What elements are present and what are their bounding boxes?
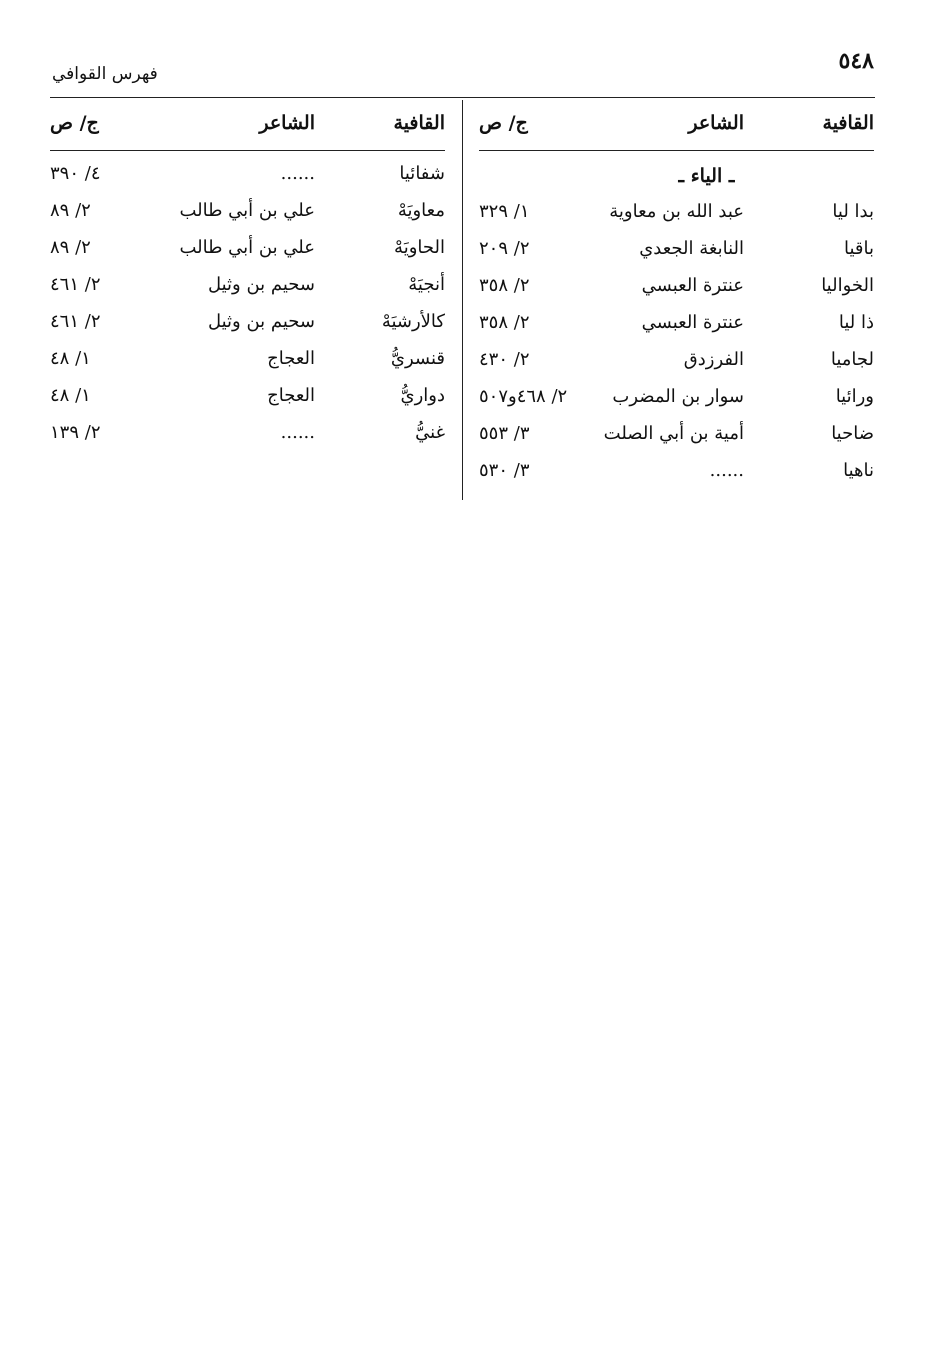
poet-cell: عبد الله بن معاوية bbox=[609, 201, 744, 222]
rhyme-cell: معاويَهْ bbox=[397, 200, 445, 221]
poet-cell: عنترة العبسي bbox=[641, 275, 744, 296]
index-row bbox=[479, 345, 874, 382]
index-row bbox=[479, 308, 874, 345]
right-column bbox=[479, 112, 874, 493]
page-number: ٥٤٨ bbox=[838, 48, 874, 74]
left-column bbox=[50, 112, 445, 455]
rhyme-cell: شفائيا bbox=[399, 163, 445, 184]
index-row bbox=[479, 419, 874, 456]
ref-cell: ٢/ ٨٩ bbox=[50, 200, 91, 221]
rhyme-cell: ذا ليا bbox=[838, 312, 874, 333]
ref-cell: ٢/ ٣٥٨ bbox=[479, 312, 530, 333]
column-header bbox=[479, 112, 874, 150]
ref-cell: ٤/ ٣٩٠ bbox=[50, 163, 101, 184]
index-row bbox=[50, 307, 445, 344]
left-rows bbox=[50, 159, 445, 455]
index-row bbox=[50, 233, 445, 270]
column-header-rule bbox=[479, 150, 874, 151]
running-title: فهرس القوافي bbox=[52, 64, 158, 84]
poet-cell: عنترة العبسي bbox=[641, 312, 744, 333]
index-row bbox=[50, 270, 445, 307]
index-row bbox=[479, 271, 874, 308]
column-header-rule bbox=[50, 150, 445, 151]
rhyme-cell: ناهيا bbox=[843, 460, 874, 481]
rhyme-header: القافية bbox=[393, 112, 445, 134]
poet-header: الشاعر bbox=[259, 112, 315, 134]
right-rows bbox=[479, 197, 874, 493]
poet-cell: سحيم بن وثيل bbox=[207, 311, 315, 332]
ref-cell: ٢/ ٤٦١ bbox=[50, 311, 101, 332]
poet-cell: العجاج bbox=[267, 348, 315, 369]
rhyme-cell: قنسريُّ bbox=[390, 348, 445, 369]
ref-cell: ٣/ ٥٣٠ bbox=[479, 460, 530, 481]
ref-cell: ٢/ ٤٦٨و٥٠٧ bbox=[479, 386, 568, 407]
rhyme-cell: غنيُّ bbox=[415, 422, 445, 443]
rhyme-cell: لجاميا bbox=[830, 349, 874, 370]
poet-header: الشاعر bbox=[688, 112, 744, 134]
column-header bbox=[50, 112, 445, 150]
ref-cell: ٢/ ٤٦١ bbox=[50, 274, 101, 295]
ref-cell: ١/ ٤٨ bbox=[50, 385, 91, 406]
rhyme-cell: دواريُّ bbox=[400, 385, 445, 406]
ref-cell: ٢/ ٢٠٩ bbox=[479, 238, 530, 259]
column-divider bbox=[462, 100, 463, 500]
poet-cell: ...... bbox=[709, 460, 744, 481]
rhyme-cell: أنجيَهْ bbox=[408, 274, 445, 295]
poet-cell: سحيم بن وثيل bbox=[207, 274, 315, 295]
rhyme-cell: الخواليا bbox=[821, 275, 874, 296]
poet-cell: سوار بن المضرب bbox=[612, 386, 744, 407]
index-row bbox=[50, 196, 445, 233]
ref-cell: ١/ ٣٢٩ bbox=[479, 201, 530, 222]
index-row bbox=[50, 344, 445, 381]
index-row bbox=[479, 234, 874, 271]
ref-cell: ١/ ٤٨ bbox=[50, 348, 91, 369]
ref-cell: ٢/ ٣٥٨ bbox=[479, 275, 530, 296]
ref-header: ج/ ص bbox=[479, 112, 528, 134]
poet-cell: ...... bbox=[280, 422, 315, 443]
poet-cell: ...... bbox=[280, 163, 315, 184]
ref-header: ج/ ص bbox=[50, 112, 99, 134]
section-title: ـ الياء ـ bbox=[678, 165, 735, 187]
index-row bbox=[50, 381, 445, 418]
poet-cell: النابغة الجعدي bbox=[639, 238, 744, 259]
rhyme-cell: باقيا bbox=[843, 238, 874, 259]
poet-cell: علي بن أبي طالب bbox=[179, 200, 315, 221]
index-row bbox=[479, 197, 874, 234]
poet-cell: أمية بن أبي الصلت bbox=[603, 423, 744, 444]
poet-cell: علي بن أبي طالب bbox=[179, 237, 315, 258]
poet-cell: العجاج bbox=[267, 385, 315, 406]
ref-cell: ٣/ ٥٥٣ bbox=[479, 423, 530, 444]
rhyme-cell: ورائيا bbox=[835, 386, 874, 407]
rhyme-cell: ضاحيا bbox=[831, 423, 874, 444]
ref-cell: ٢/ ٤٣٠ bbox=[479, 349, 530, 370]
poet-cell: الفرزدق bbox=[683, 349, 744, 370]
rhyme-cell: بدا ليا bbox=[832, 201, 874, 222]
index-row bbox=[479, 456, 874, 493]
rhyme-header: القافية bbox=[822, 112, 874, 134]
ref-cell: ٢/ ١٣٩ bbox=[50, 422, 101, 443]
index-row bbox=[479, 382, 874, 419]
header-rule bbox=[50, 97, 875, 98]
rhyme-cell: كالأرشيَهْ bbox=[381, 311, 445, 332]
ref-cell: ٢/ ٨٩ bbox=[50, 237, 91, 258]
index-row bbox=[50, 418, 445, 455]
rhyme-cell: الحاويَهْ bbox=[394, 237, 445, 258]
index-row bbox=[50, 159, 445, 196]
